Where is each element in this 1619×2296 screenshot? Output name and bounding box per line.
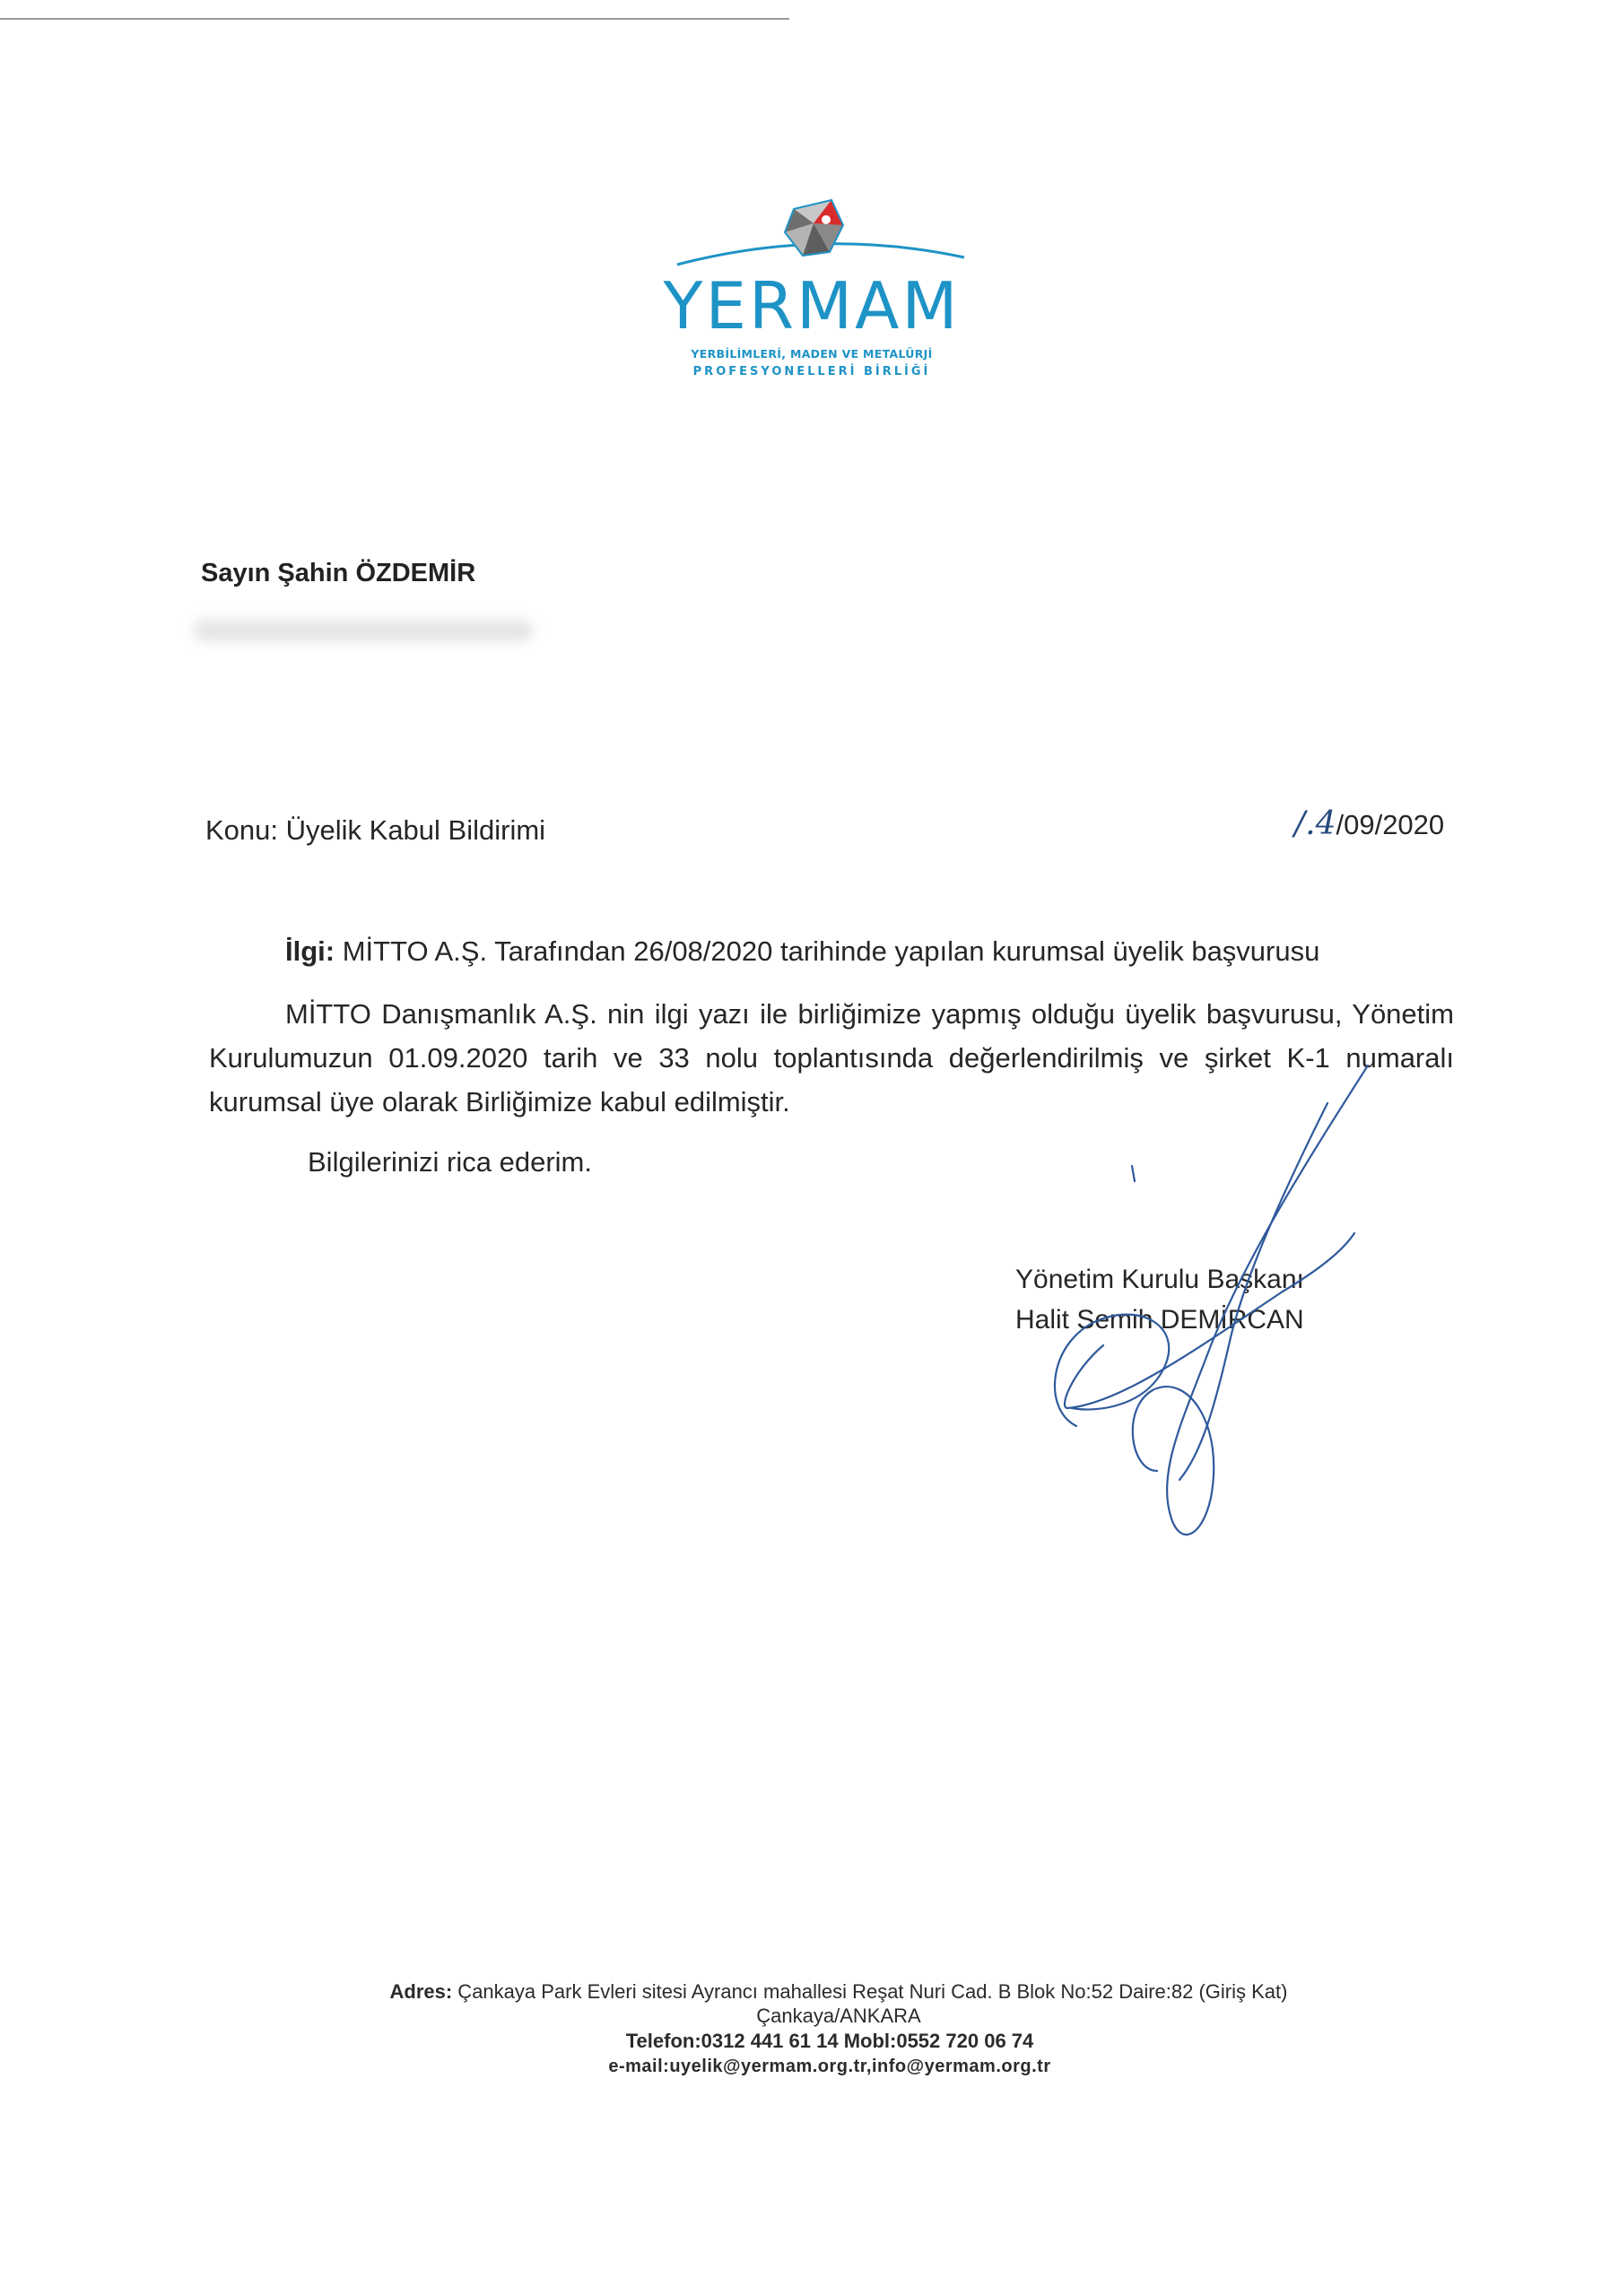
date-printed: /09/2020 (1336, 809, 1445, 840)
yermam-logo (659, 193, 973, 386)
reference-line (285, 935, 1319, 968)
letter-subject: Konu: Üyelik Kabul Bildirimi (205, 814, 546, 846)
recipient-name: Sayın Şahin ÖZDEMİR (201, 559, 476, 587)
footer-address-line1: Çankaya Park Evleri sitesi Ayrancı mahallesi Reşat Nuri Cad. B Blok No:52 Daire:82 (Giriş Kat) (452, 1980, 1288, 2003)
footer (260, 1979, 1417, 2078)
letter-date (1294, 805, 1444, 842)
letter-body-text: MİTTO Danışmanlık A.Ş. nin ilgi yazı ile birliğimize yapmış olduğu üyelik başvurusu, Yönetim Kurulumuzun 01.09.2020 tarih ve 33 nolu toplantısında değerlendirilmiş ve şirket K-1 numaralı kurumsal üye olarak Birliğimize kabul edilmiştir. (209, 998, 1454, 1118)
footer-address-line2: Çankaya/ANKARA (756, 2005, 921, 2027)
closing-line: Bilgilerinizi rica ederim. (308, 1146, 592, 1178)
logo-emblem-icon (659, 193, 973, 278)
footer-phone: Telefon:0312 441 61 14 Mobl:0552 720 06 74 (625, 2030, 1034, 2052)
redacted-address (193, 619, 534, 642)
date-handwritten-day: /.4 (1294, 805, 1336, 842)
logo-wordmark: YERMAM (663, 268, 961, 344)
footer-address-label: Adres: (389, 1980, 453, 2003)
signature-scribble (987, 1049, 1372, 1552)
logo-tagline-line1: YERBİLİMLERİ, MADEN VE METALÜRJİ (691, 347, 933, 361)
signatory-name: Halit Semih DEMİRCAN (1015, 1305, 1304, 1335)
logo-tagline-line2: PROFESYONELLERİ BİRLİĞİ (692, 365, 931, 378)
reference-label: İlgi: (285, 935, 335, 967)
scan-edge-line (0, 18, 789, 20)
footer-address (260, 1979, 1417, 2005)
signatory-title: Yönetim Kurulu Başkanı (1015, 1265, 1304, 1294)
footer-email: e-mail:uyelik@yermam.org.tr,info@yermam.org.tr (608, 2057, 1051, 2076)
reference-text: MİTTO A.Ş. Tarafından 26/08/2020 tarihinde yapılan kurumsal üyelik başvurusu (335, 935, 1320, 967)
